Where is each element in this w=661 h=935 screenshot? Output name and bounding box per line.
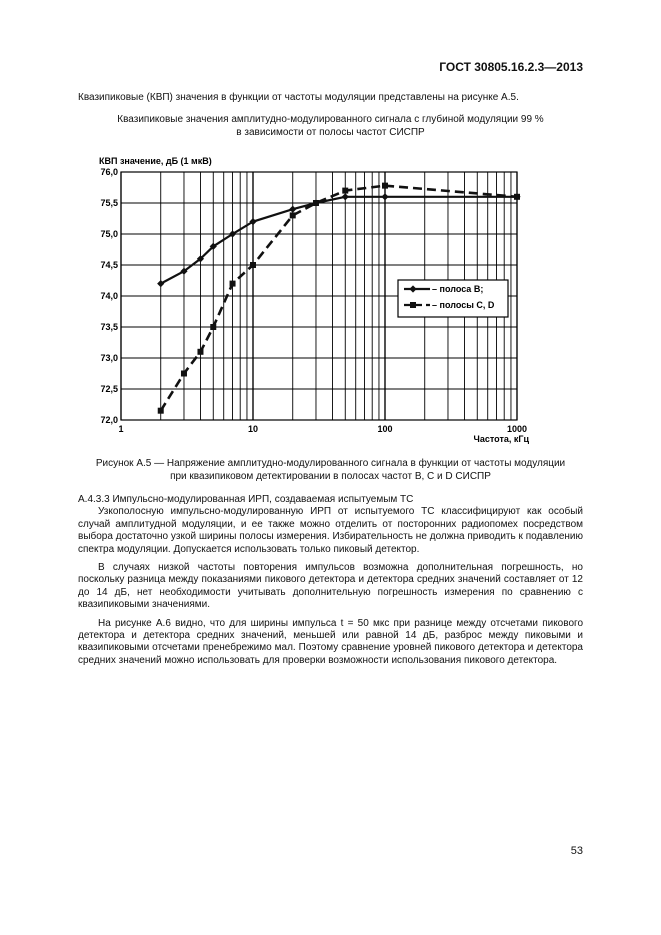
legend-label: – полоса В; [432,284,484,294]
chart-title-line2: в зависимости от полосы частот СИСПР [236,127,425,138]
y-tick-label: 74,5 [100,260,118,270]
data-point-diamond [289,206,296,213]
x-axis-label: Частота, кГц [473,434,529,444]
data-point-square [210,324,216,330]
data-point-square [514,194,520,200]
qp-frequency-chart [0,0,661,460]
figure-caption [78,457,583,483]
y-tick-labels [100,167,118,425]
data-point-diamond [342,193,349,200]
y-tick-label: 73,5 [100,322,118,332]
figure-caption-line1: Рисунок А.5 — Напряжение амплитудно-модулированного сигнала в функции от частоты модуляции [95,458,566,469]
paragraph-3: На рисунке А.6 видно, что для ширины импульса t = 50 мкс при разнице между отсчетами пикового детектора и детектора средних значений, меньшей или равной 14 дБ, разброс между пиковыми и квазипиковыми отсчетами пренебрежимо мал. Поэтому сравнение уровней пикового детектора и детектора средних значений можно использовать для проверки возможности использования пикового детектора. [78,617,583,666]
legend-label: – полосы С, D [432,300,495,310]
page-number: 53 [570,845,583,857]
section-body [78,494,583,667]
y-tick-label: 75,0 [100,229,118,239]
section-heading: А.4.3.3 Импульсно-модулированная ИРП, создаваемая испытуемым ТС [78,494,414,505]
data-point-square [313,200,319,206]
figure-caption-line2: при квазипиковом детектировании в полосах частот В, С и D СИСПР [170,471,491,482]
y-tick-label: 72,0 [100,415,118,425]
y-tick-label: 72,5 [100,384,118,394]
chart-title-line1: Квазипиковые значения амплитудно-модулированного сигнала с глубиной модуляции 99 % [117,114,544,125]
paragraph-2: В случаях низкой частоты повторения импульсов возможна дополнительная погрешность, но поскольку разница между показаниями пикового детектора и детектора средних значений составляет от 12 до 14 дБ, нет необходимости учитывать дополнительную погрешность измерения по сравнению с квазипиковыми значениями. [78,562,583,611]
standard-number-header: ГОСТ 30805.16.2.3—2013 [439,60,583,74]
data-point-square [410,302,416,308]
data-point-square [197,349,203,355]
y-tick-label: 76,0 [100,167,118,177]
x-tick-label: 1 [118,424,124,434]
data-point-square [158,408,164,414]
intro-text: Квазипиковые (КВП) значения в функции от частоты модуляции представлены на рисунке А.5. [78,92,519,103]
y-axis-label: КВП значение, дБ (1 мкВ) [99,156,212,166]
series-band-b [157,193,520,287]
data-point-square [230,281,236,287]
chart-legend [398,280,508,317]
data-point-square [382,183,388,189]
x-tick-label: 10 [247,424,259,434]
y-tick-label: 74,0 [100,291,118,301]
data-point-diamond [381,193,388,200]
data-point-square [250,262,256,268]
data-point-square [342,188,348,194]
x-tick-labels [118,424,527,434]
y-tick-label: 73,0 [100,353,118,363]
x-tick-label: 1000 [506,424,528,434]
x-tick-label: 100 [377,424,393,434]
data-point-square [290,212,296,218]
y-tick-label: 75,5 [100,198,118,208]
paragraph-1: Узкополосную импульсно-модулированную ИРП от испытуемого ТС классифицируют как особый случай амплитудной модуляции, и ее также можно отделить от посторонних радиопомех посредством выбора достаточно узкой ширины полосы измерения. Избирательность не должна приводить к подавлению спектра модуляции. Допускается использовать только пиковый детектор. [78,506,583,555]
data-point-square [181,371,187,377]
series-line [161,197,517,284]
